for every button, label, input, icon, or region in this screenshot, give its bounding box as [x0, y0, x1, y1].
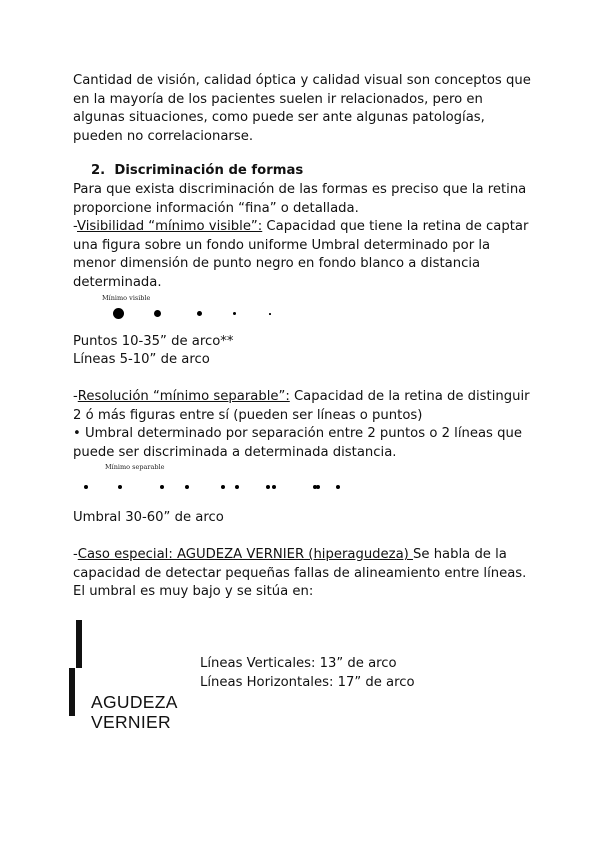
visibilidad-paragraph — [73, 218, 533, 292]
minimo-visible-label: Mínimo visible — [102, 294, 151, 302]
visible-dot-2 — [154, 310, 161, 317]
separable-dot — [316, 485, 320, 489]
vernier-bar-top — [76, 620, 82, 668]
resolucion-term: Resolución “mínimo separable”: — [77, 389, 290, 404]
intro-paragraph: Cantidad de visión, calidad óptica y calidad visual son conceptos que en la mayoría de los pacientes suelen ir relacionados, pero en algunas situaciones, como puede ser ante algunas patologías, pueden no correlacionarse. — [73, 73, 531, 144]
caso-text: Se habla de la capacidad de detectar pequeñas fallas de alineamiento entre líneas. El umbral es muy bajo y se sitúa en: — [73, 547, 527, 599]
separable-dot — [272, 485, 276, 489]
separable-dot — [235, 485, 239, 489]
minimo-separable-label: Mínimo separable — [105, 463, 165, 471]
vernier-values — [200, 655, 415, 692]
separable-dot — [336, 485, 340, 489]
caso-paragraph — [73, 546, 533, 602]
visible-dot-3 — [197, 311, 202, 316]
vernier-bar-bottom — [69, 668, 75, 716]
section-intro: Para que exista discriminación de las formas es preciso que la retina proporcione información “fina” o detallada. — [73, 182, 527, 216]
umbral-arc-line: Umbral 30-60” de arco — [73, 510, 224, 525]
separable-dot — [160, 485, 164, 489]
vernier-label-line2: VERNIER — [91, 712, 171, 732]
vernier-vertical: Líneas Verticales: 13” de arco — [200, 656, 397, 671]
separable-dot — [221, 485, 225, 489]
separable-dot — [266, 485, 270, 489]
visible-dot-5 — [269, 313, 271, 315]
section-title: Discriminación de formas — [114, 163, 304, 178]
vernier-horizontal: Líneas Horizontales: 17” de arco — [200, 674, 415, 690]
resolucion-prefix: - — [73, 389, 78, 404]
separable-dot — [185, 485, 189, 489]
separable-dot — [118, 485, 122, 489]
caso-term: Caso especial: AGUDEZA VERNIER (hiperagudeza) — [77, 547, 414, 562]
vernier-figure-label — [91, 692, 178, 732]
lineas-line: Líneas 5-10” de arco — [73, 352, 210, 367]
visibilidad-prefix: - — [73, 219, 77, 234]
section-heading — [91, 163, 303, 178]
umbral-bullet: • Umbral determinado por separación entre 2 puntos o 2 líneas que puede ser discriminada a determinada distancia. — [73, 426, 522, 460]
separable-dot — [84, 485, 88, 489]
vernier-label-line1: AGUDEZA — [91, 692, 178, 712]
resolucion-text: Capacidad de la retina de distinguir 2 ó más figuras entre sí (pueden ser líneas o puntos) — [73, 389, 530, 423]
visibilidad-text: Capacidad que tiene la retina de captar una figura sobre un fondo uniforme Umbral determinado por la menor dimensión de punto negro en fondo blanco a distancia determinada. — [73, 219, 529, 290]
caso-prefix: - — [73, 547, 78, 562]
visible-dot-1 — [113, 308, 124, 319]
section-number: 2. — [91, 163, 106, 178]
visibilidad-term: Visibilidad “mínimo visible”: — [77, 219, 263, 234]
resolucion-paragraph — [73, 388, 533, 425]
visible-dot-4 — [233, 312, 236, 315]
puntos-line: Puntos 10-35” de arco** — [73, 334, 234, 349]
